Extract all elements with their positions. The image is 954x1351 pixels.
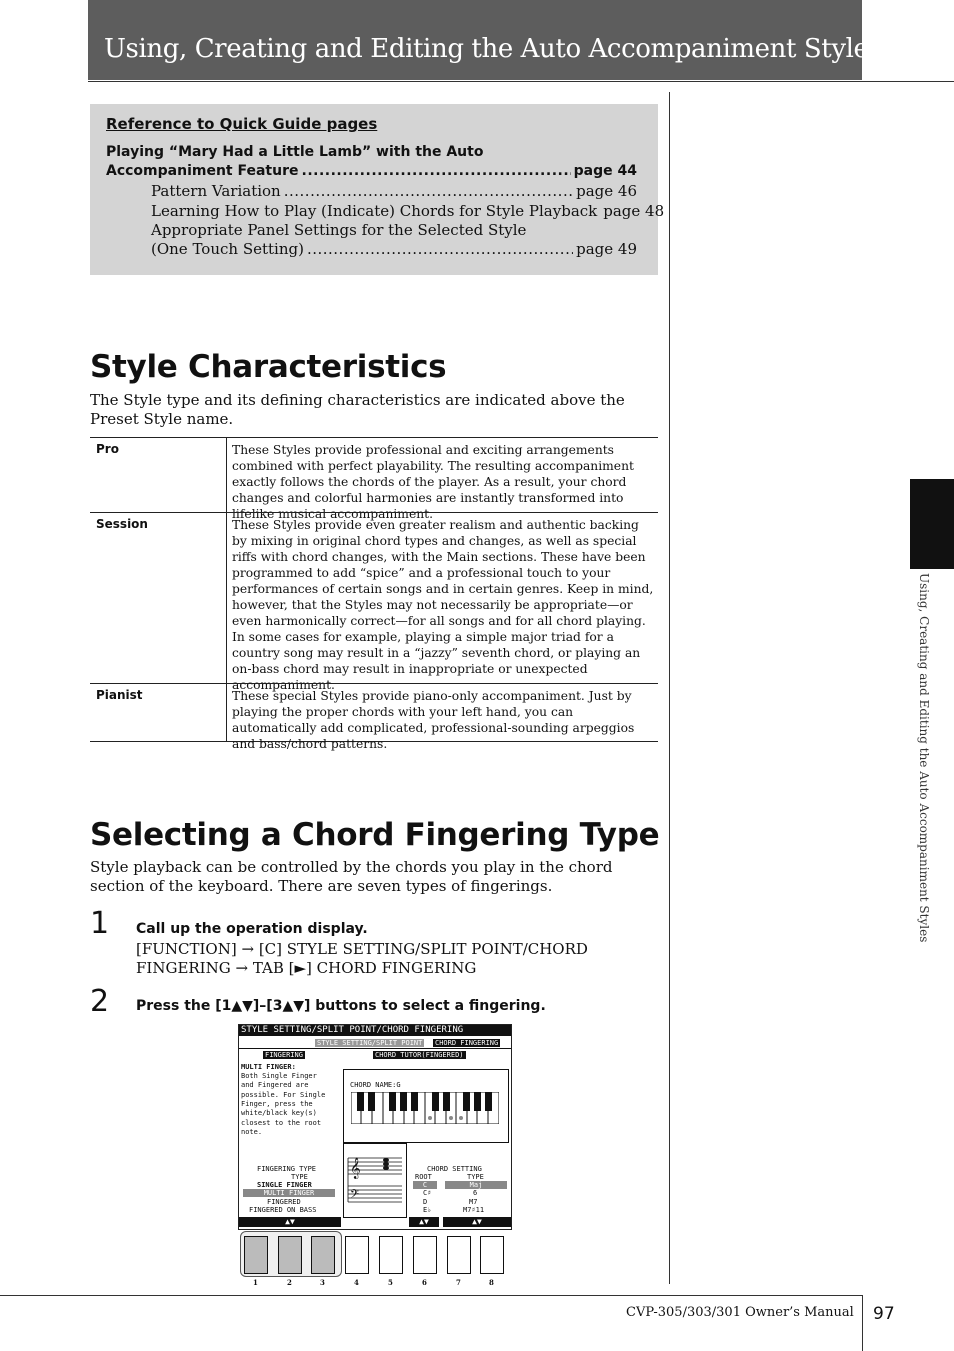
lcd-desc-line: Both Single Finger [241,1072,317,1080]
reference-item-page: page 49 [576,240,637,258]
chapter-header [88,0,882,80]
table-row-key: Pro [96,442,119,456]
section-title-style-characteristics: Style Characteristics [90,349,447,385]
panel-button-1[interactable] [244,1236,268,1274]
panel-button-5[interactable] [379,1236,403,1274]
page-number: 97 [873,1304,895,1324]
table-row-value: These Styles provide professional and exciting arrangements combined with perfect playability. The resulting accompaniment exactly follows the chords of the player. As a result, your chord changes and colorful harmonies are instantly transformed into lifelike musical accompaniment. [232,443,634,521]
footer-divider [862,1295,863,1351]
table-row-key: Session [96,517,148,531]
lcd-chord-setting-label: CHORD SETTING [427,1165,482,1173]
lcd-desc-line: possible. For Single [241,1091,326,1099]
table-row-value: These special Styles provide piano-only accompaniment. Just by playing the proper chords with your left hand, you can automatically add complicated, professional-sounding arpeggios and bass/chord patterns. [232,689,635,751]
button-number: 3 [320,1278,325,1287]
header-rule [88,81,954,82]
lcd-ctype-option[interactable]: M7♯11 [463,1206,485,1214]
step-1-title: Call up the operation display. [136,921,368,937]
panel-button-8[interactable] [480,1236,504,1274]
table-row [90,437,658,521]
lcd-root-option[interactable]: E♭ [423,1206,432,1214]
reference-item-main [106,163,637,179]
step-2-title: Press the [1▲▼]–[3▲▼] buttons to select a fingering. [136,998,546,1014]
manual-name: CVP-305/303/301 Owner’s Manual [626,1305,854,1320]
lcd-chord-panel [343,1069,509,1143]
column-divider [669,92,670,1284]
panel-buttons [238,1230,510,1290]
keyboard-icon [351,1092,499,1124]
button-number: 6 [422,1278,427,1287]
table-row-value: These Styles provide even greater realism and authentic backing by mixing in original chord types and changes, as well as special riffs with chord changes, with the Main sections. These have been programmed to add “spice” and a professional touch to your performances of certain songs and in certain genres. Keep in mind, however, that the Styles may not necessarily be appropriate—or even harmonically correct—for all songs and for all chord playing. In some cases for example, playing a simple major triad for a country song may result in a “jazzy” seventh chord, or playing an on-bass chord may result in inappropriate or unexpected accompaniment. [232,518,654,692]
lcd-fingering-type-label: FINGERING TYPE [257,1165,317,1173]
reference-item-text: Learning How to Play (Indicate) Chords for Style Playback [151,202,598,220]
lcd-ctype-label: TYPE [467,1173,484,1181]
reference-item-page: page 48 [603,202,665,220]
reference-item [151,240,637,258]
lcd-type-label: TYPE [291,1173,308,1181]
reference-item-text: Appropriate Panel Settings for the Selected Style [151,221,527,239]
lcd-type-option[interactable]: FINGERED ON BASS [249,1206,317,1214]
lcd-ctype-option[interactable]: M7 [469,1198,478,1206]
step-number: 1 [90,906,110,941]
table-row-key: Pianist [96,688,143,702]
reference-item-text: (One Touch Setting) [151,240,304,258]
lcd-desc-line: white/black key(s) [241,1109,317,1117]
step-1-text: [FUNCTION] → [C] STYLE SETTING/SPLIT POINT/CHORD FINGERING → TAB [►] CHORD FINGERING [136,940,588,977]
button-number: 4 [354,1278,359,1287]
lcd-tab-chord-fingering[interactable]: CHORD FINGERING [435,1039,499,1047]
panel-button-3[interactable] [311,1236,335,1274]
step-number: 2 [90,984,110,1019]
button-number: 7 [456,1278,461,1287]
reference-heading: Reference to Quick Guide pages [106,115,378,133]
footer-rule [0,1295,862,1296]
reference-line-1: Playing “Mary Had a Little Lamb” with the Auto [106,144,484,160]
lcd-desc-line: Finger, press the [241,1100,313,1108]
style-characteristics-intro: The Style type and its defining characteristics are indicated above the Preset Style name. [90,391,625,428]
lcd-ctype-option[interactable]: 6 [473,1189,478,1197]
lcd-type-arrows[interactable]: ▲▼ [239,1217,341,1227]
reference-item-page: page 46 [576,182,637,200]
lcd-chord-name: CHORD NAME:G [350,1081,401,1089]
button-number: 5 [388,1278,393,1287]
dot-leader [302,163,571,179]
reference-item-main-page: page 44 [573,163,637,179]
quick-guide-reference-box [90,104,665,275]
chapter-title: Using, Creating and Editing the Auto Accompaniment Styles [104,34,882,64]
side-chapter-label: Using, Creating and Editing the Auto Accompaniment Styles [917,573,931,943]
lcd-screenshot [238,1024,512,1230]
lcd-ctype-option-selected[interactable]: Maj [445,1181,507,1189]
lcd-type-option-selected[interactable]: MULTI FINGER [243,1189,335,1197]
music-staff-icon [344,1144,406,1217]
lcd-divider [239,1048,511,1049]
table-row [90,512,658,692]
lcd-root-option[interactable]: C♯ [423,1189,432,1197]
lcd-type-option[interactable]: SINGLE FINGER [257,1181,312,1189]
button-number: 2 [287,1278,292,1287]
chapter-tab-marker [910,479,954,569]
style-characteristics-table [90,437,658,751]
lcd-root-label: ROOT [415,1173,432,1181]
lcd-fingering-label: FINGERING [265,1051,303,1059]
lcd-staff-panel [343,1143,407,1218]
reference-item [151,182,637,200]
reference-item-text: Pattern Variation [151,182,281,200]
section-title-chord-fingering: Selecting a Chord Fingering Type [90,817,660,853]
lcd-root-arrows[interactable]: ▲▼ [409,1217,439,1227]
panel-button-4[interactable] [345,1236,369,1274]
reference-item [151,202,665,220]
panel-button-7[interactable] [447,1236,471,1274]
svg-text:𝄞: 𝄞 [350,1158,361,1179]
panel-button-6[interactable] [413,1236,437,1274]
dot-leader [284,182,573,200]
reference-item-3-line-1 [151,221,637,239]
reference-item-main-text: Accompaniment Feature [106,163,299,179]
lcd-chord-tutor-label: CHORD TUTOR(FINGERED) [375,1051,464,1059]
lcd-desc-line: note. [241,1128,263,1136]
lcd-desc-line: closest to the root [241,1119,322,1127]
lcd-ctype-arrows[interactable]: ▲▼ [443,1217,511,1227]
button-number: 1 [253,1278,258,1287]
table-row [90,683,658,751]
svg-text:𝄢: 𝄢 [350,1188,360,1204]
chord-fingering-intro: Style playback can be controlled by the chords you play in the chord section of the keyboard. There are seven types of fingerings. [90,858,613,895]
lcd-desc-line: MULTI FINGER: [241,1063,296,1071]
lcd-tab-style-setting[interactable]: STYLE SETTING/SPLIT POINT [317,1039,423,1047]
dot-leader [307,240,573,258]
panel-button-2[interactable] [278,1236,302,1274]
lcd-title-bar: STYLE SETTING/SPLIT POINT/CHORD FINGERING [239,1025,511,1036]
lcd-type-option[interactable]: FINGERED [267,1198,301,1206]
button-number: 8 [489,1278,494,1287]
lcd-root-option-selected[interactable]: C [413,1181,437,1189]
lcd-root-option[interactable]: D [423,1198,428,1206]
lcd-desc-line: and Fingered are [241,1081,309,1089]
